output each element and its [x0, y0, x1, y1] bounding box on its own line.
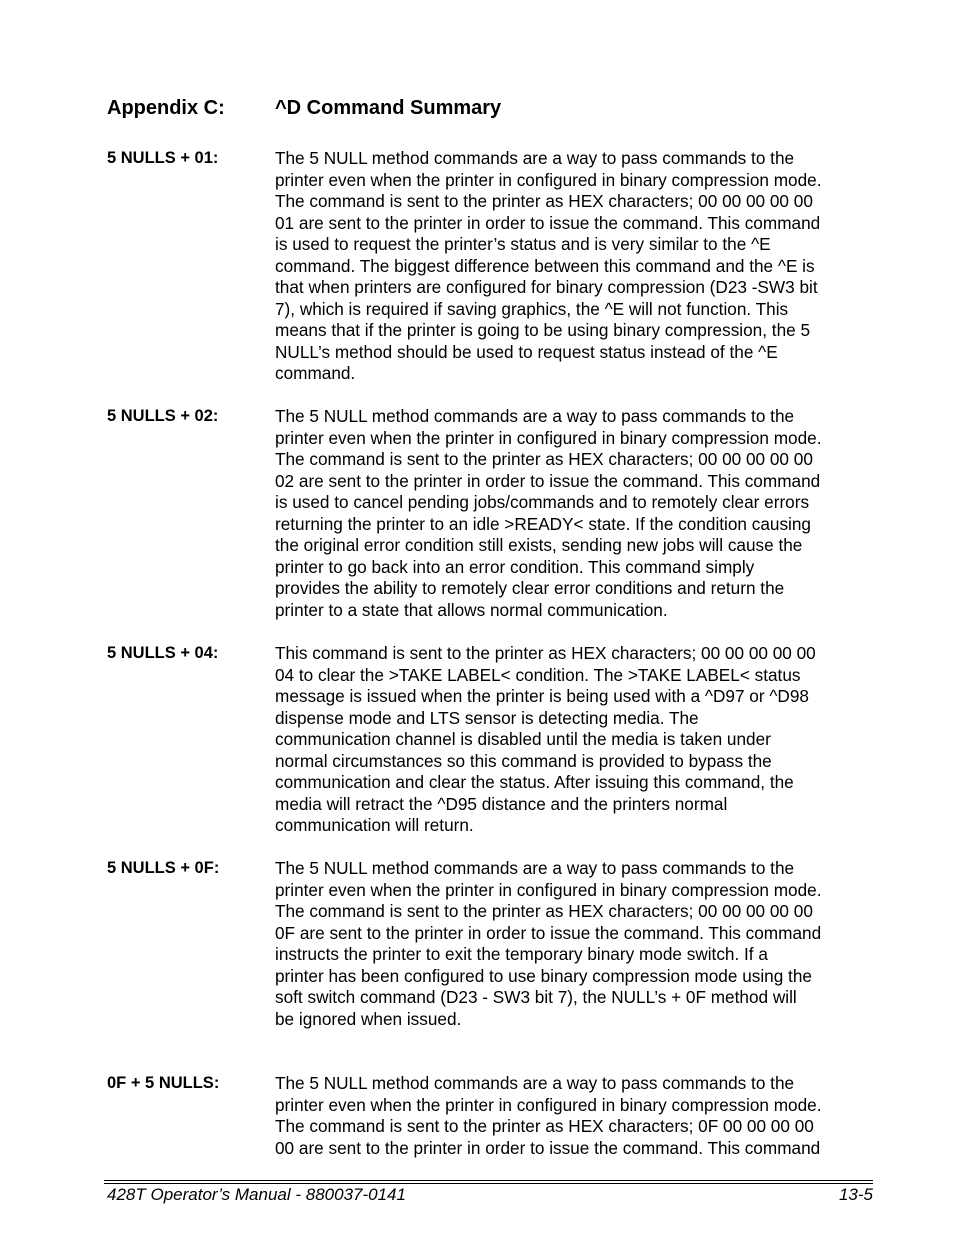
- description-line: that when printers are configured for binary compression (D23 -SW3 bit: [275, 277, 818, 297]
- command-term: 5 NULLS + 0F:: [107, 859, 220, 877]
- description-line: command. The biggest difference between this command and the ^E is: [275, 255, 815, 276]
- footer-manual-title: 428T Operator’s Manual - 880037-0141: [107, 1185, 406, 1204]
- description-line: is used to request the printer’s status and is very similar to the ^E: [275, 234, 771, 254]
- page-title: [107, 97, 501, 120]
- command-description: [275, 643, 873, 837]
- description-line: printer to go back into an error condition. This command simply: [275, 556, 755, 577]
- command-term: 5 NULLS + 02:: [107, 407, 219, 425]
- footer-page-number: 13-5: [838, 1185, 873, 1204]
- description-line: be ignored when issued.: [275, 1008, 462, 1029]
- footer-rule-inner: [104, 1183, 873, 1184]
- command-entry-5-nulls-0f: [107, 858, 877, 1030]
- description-line: The command is sent to the printer as HEX characters; 0F 00 00 00 00: [275, 1116, 814, 1136]
- description-line: printer even when the printer in configured in binary compression mode.: [275, 169, 822, 190]
- description-line: 0F are sent to the printer in order to issue the command. This command: [275, 922, 822, 943]
- description-line: the original error condition still exists, sending new jobs will cause the: [275, 535, 803, 555]
- description-line: media will retract the ^D95 distance and the printers normal: [275, 793, 728, 814]
- footer-rule: [104, 1180, 873, 1181]
- description-line: instructs the printer to exit the temporary binary mode switch. If a: [275, 944, 768, 964]
- command-description: [275, 148, 873, 385]
- description-line: The command is sent to the printer as HEX characters; 00 00 00 00 00: [275, 191, 813, 211]
- description-line: The 5 NULL method commands are a way to pass commands to the: [275, 406, 795, 426]
- description-line: 01 are sent to the printer in order to issue the command. This command: [275, 212, 821, 233]
- description-line: NULL’s method should be used to request status instead of the ^E: [275, 341, 778, 362]
- description-line: The command is sent to the printer as HEX characters; 00 00 00 00 00: [275, 901, 813, 921]
- description-line: printer even when the printer in configured in binary compression mode.: [275, 879, 822, 900]
- description-line: soft switch command (D23 - SW3 bit 7), the NULL’s + 0F method will: [275, 987, 797, 1007]
- description-line: The 5 NULL method commands are a way to pass commands to the: [275, 858, 795, 878]
- description-line: is used to cancel pending jobs/commands and to remotely clear errors: [275, 492, 810, 512]
- description-line: normal circumstances so this command is provided to bypass the: [275, 750, 772, 771]
- description-line: printer to a state that allows normal communication.: [275, 599, 668, 620]
- description-line: printer has been configured to use binary compression mode using the: [275, 965, 812, 986]
- description-line: command.: [275, 363, 356, 383]
- description-line: dispense mode and LTS sensor is detecting media. The: [275, 707, 699, 728]
- description-line: communication will return.: [275, 815, 474, 835]
- command-entry-5-nulls-04: [107, 643, 877, 837]
- description-line: 04 to clear the >TAKE LABEL< condition. The >TAKE LABEL< status: [275, 664, 801, 685]
- command-entry-5-nulls-01: [107, 148, 877, 385]
- appendix-title: ^D Command Summary: [275, 97, 502, 119]
- description-line: The 5 NULL method commands are a way to pass commands to the: [275, 1073, 795, 1093]
- command-term: 0F + 5 NULLS:: [107, 1074, 220, 1092]
- description-line: returning the printer to an idle >READY< state. If the condition causing: [275, 513, 811, 534]
- description-line: printer even when the printer in configured in binary compression mode.: [275, 1094, 822, 1115]
- description-line: printer even when the printer in configured in binary compression mode.: [275, 427, 822, 448]
- command-description: [275, 1073, 873, 1159]
- appendix-label: Appendix C:: [107, 97, 225, 119]
- description-line: means that if the printer is going to be using binary compression, the 5: [275, 320, 811, 340]
- command-entry-0f-5-nulls: [107, 1073, 877, 1159]
- description-line: This command is sent to the printer as HEX characters; 00 00 00 00 00: [275, 643, 816, 663]
- description-line: provides the ability to remotely clear error conditions and return the: [275, 578, 785, 598]
- description-line: communication channel is disabled until the media is taken under: [275, 729, 771, 749]
- command-term: 5 NULLS + 04:: [107, 644, 219, 662]
- page-footer: [107, 1185, 873, 1205]
- description-line: message is issued when the printer is being used with a ^D97 or ^D98: [275, 686, 809, 706]
- command-term: 5 NULLS + 01:: [107, 149, 219, 167]
- description-line: The 5 NULL method commands are a way to pass commands to the: [275, 148, 795, 168]
- description-line: The command is sent to the printer as HEX characters; 00 00 00 00 00: [275, 449, 813, 469]
- description-line: 02 are sent to the printer in order to issue the command. This command: [275, 470, 821, 491]
- command-description: [275, 406, 873, 621]
- description-line: communication and clear the status. After issuing this command, the: [275, 772, 794, 792]
- description-line: 00 are sent to the printer in order to issue the command. This command: [275, 1137, 821, 1158]
- command-description: [275, 858, 873, 1030]
- command-entry-5-nulls-02: [107, 406, 877, 621]
- description-line: 7), which is required if saving graphics, the ^E will not function. This: [275, 298, 789, 319]
